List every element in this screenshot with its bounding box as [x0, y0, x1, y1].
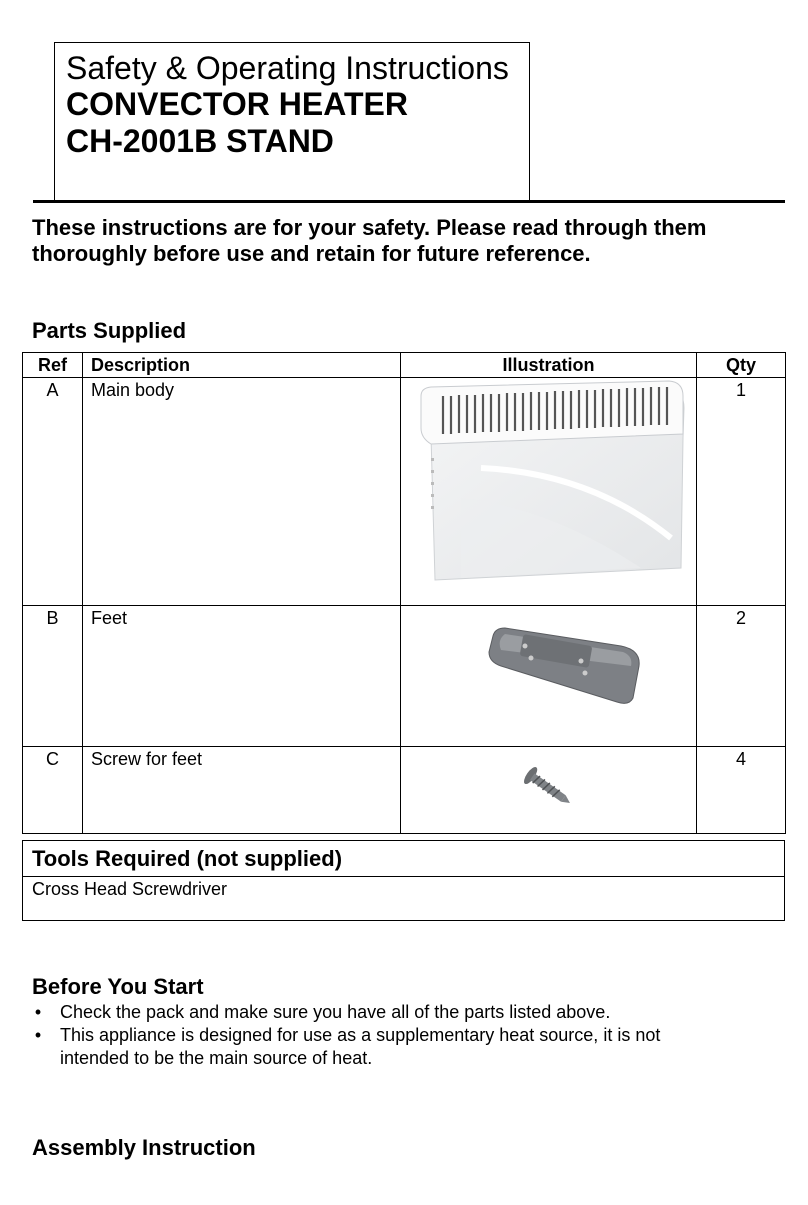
title-rule	[33, 200, 785, 203]
row-ref: B	[23, 606, 83, 747]
row-qty: 1	[697, 378, 786, 606]
list-item-text: Check the pack and make sure you have all of the parts listed above.	[60, 1002, 611, 1022]
row-ref: A	[23, 378, 83, 606]
bullet-icon: •	[34, 1025, 42, 1045]
safety-intro: These instructions are for your safety. Please read through them thoroughly before use and retain for future reference.	[32, 215, 707, 266]
document-subtitle: Safety & Operating Instructions	[66, 50, 509, 86]
parts-header-row	[23, 353, 786, 378]
convector-heater-image	[401, 378, 697, 606]
before-start-heading: Before You Start	[32, 974, 204, 999]
foot-image	[401, 606, 697, 747]
list-item	[32, 1001, 732, 1024]
row-ref: C	[23, 747, 83, 834]
assembly-heading: Assembly Instruction	[32, 1135, 256, 1160]
col-description: Description	[83, 353, 401, 378]
model-number: CH-2001B STAND	[66, 123, 334, 159]
col-illustration: Illustration	[401, 353, 697, 378]
row-description: Screw for feet	[83, 747, 401, 834]
table-row	[23, 606, 786, 747]
row-description: Feet	[83, 606, 401, 747]
tools-table	[22, 840, 785, 921]
foot-icon	[401, 606, 697, 740]
row-qty: 4	[697, 747, 786, 834]
row-description: Main body	[83, 378, 401, 606]
table-row	[23, 747, 786, 834]
list-item	[32, 1024, 732, 1070]
product-name: CONVECTOR HEATER	[66, 86, 408, 122]
convector-heater-icon	[401, 378, 697, 599]
bullet-icon: •	[34, 1002, 42, 1022]
list-item-text: This appliance is designed for use as a supplementary heat source, it is not intended to be the main source of heat.	[60, 1025, 661, 1068]
row-qty: 2	[697, 606, 786, 747]
col-qty: Qty	[697, 353, 786, 378]
parts-table	[22, 352, 786, 834]
before-start-list	[32, 1001, 732, 1070]
screw-icon	[401, 747, 697, 827]
parts-heading: Parts Supplied	[32, 318, 187, 343]
col-ref: Ref	[23, 353, 83, 378]
screw-image	[401, 747, 697, 834]
tools-heading: Tools Required (not supplied)	[23, 841, 785, 877]
tools-item: Cross Head Screwdriver	[23, 877, 785, 921]
table-row	[23, 378, 786, 606]
